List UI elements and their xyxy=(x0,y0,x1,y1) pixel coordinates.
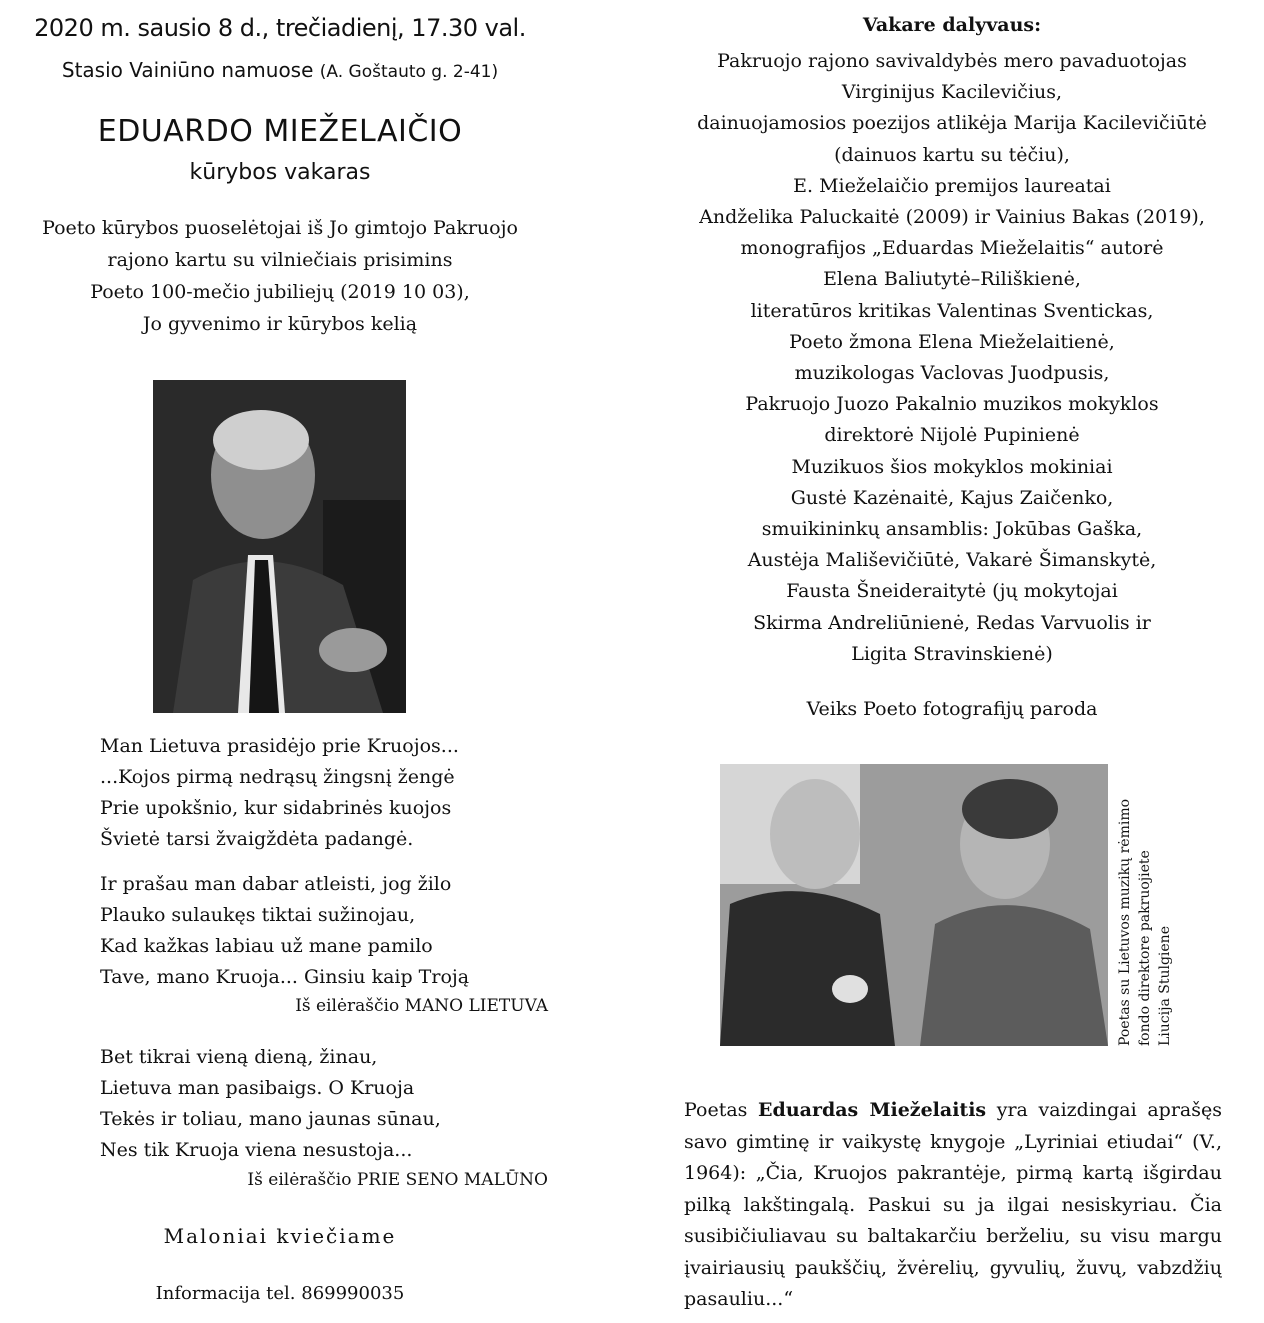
photo-caption xyxy=(1115,764,1181,1046)
poem-line: Ir prašau man dabar atleisti, jog žilo xyxy=(100,873,452,895)
poet-conversation-photo xyxy=(720,764,1108,1046)
participants-list xyxy=(640,46,1264,670)
poem-source-1: Iš eilėraščio MANO LIETUVA xyxy=(295,996,548,1016)
poem-stanza-1 xyxy=(100,731,459,855)
contact-info: Informacija tel. 869990035 xyxy=(155,1283,405,1304)
venue-name: Stasio Vainiūno namuose xyxy=(61,58,314,82)
participant-line: Skirma Andreliūnienė, Redas Varvuolis ir xyxy=(753,611,1151,634)
poet-name: Eduardas Mieželaitis xyxy=(758,1099,987,1121)
participant-line: Austėja Mališevičiūtė, Vakarė Šimanskytė, xyxy=(747,549,1157,572)
poem-line: Tave, mano Kruoja... Ginsiu kaip Troją xyxy=(100,966,470,988)
paragraph-prefix: Poetas xyxy=(684,1099,759,1121)
participant-line: Fausta Šneideraitytė (jų mokytojai xyxy=(786,580,1118,603)
participant-line: muzikologas Vaclovas Juodpusis, xyxy=(794,362,1110,385)
event-venue xyxy=(0,58,560,82)
caption-line: fondo direktore pakruojiete xyxy=(1137,850,1153,1046)
poem-line: Švietė tarsi žvaigždėta padangė. xyxy=(100,828,414,850)
participant-line: (dainuos kartu su tėčiu), xyxy=(834,143,1070,166)
participant-line: smuikininkų ansamblis: Jokūbas Gaška, xyxy=(761,518,1143,541)
poem-line: Tekės ir toliau, mano jaunas sūnau, xyxy=(100,1108,441,1130)
participant-line: direktorė Nijolė Pupinienė xyxy=(824,424,1080,447)
poem-source-2: Iš eilėraščio PRIE SENO MALŪNO xyxy=(247,1170,548,1190)
participant-line: dainuojamosios poezijos atlikėja Marija Kacilevičiūtė xyxy=(697,112,1207,135)
participant-line: Pakruojo Juozo Pakalnio muzikos mokyklos xyxy=(745,393,1159,416)
poem-stanza-2 xyxy=(100,869,469,993)
participant-line: Virginijus Kacilevičius, xyxy=(841,81,1063,104)
event-subtitle: kūrybos vakaras xyxy=(189,160,371,185)
poem-line: Prie upokšnio, kur sidabrinės kuojos xyxy=(100,797,452,819)
participant-line: Gustė Kazėnaitė, Kajus Zaičenko, xyxy=(790,486,1114,509)
poem-line: Man Lietuva prasidėjo prie Kruojos... xyxy=(100,735,459,757)
intro-line: Jo gyvenimo ir kūrybos kelią xyxy=(142,313,418,335)
participant-line: monografijos „Eduardas Mieželaitis“ autorė xyxy=(740,237,1164,260)
participant-line: literatūros kritikas Valentinas Sventickas, xyxy=(750,299,1154,322)
caption-line: Poetas su Lietuvos muzikų rėmimo xyxy=(1117,798,1133,1046)
event-title: EDUARDO MIEŽELAIČIO xyxy=(97,114,463,149)
participants-title: Vakare dalyvaus: xyxy=(862,14,1042,36)
poem-line: Bet tikrai vieną dieną, žinau, xyxy=(100,1046,378,1068)
poem-line: Kad kažkas labiau už mane pamilo xyxy=(100,935,433,957)
poet-portrait-illustration xyxy=(153,380,406,713)
poet-portrait-photo xyxy=(153,380,406,713)
poem-stanza-3 xyxy=(100,1042,441,1166)
participant-line: Ligita Stravinskienė) xyxy=(851,642,1053,665)
participant-line: E. Mieželaičio premijos laureatai xyxy=(793,174,1111,197)
poem-line: ...Kojos pirmą nedrąsų žingsnį žengė xyxy=(100,766,455,788)
intro-line: Poeto kūrybos puoselėtojai iš Jo gimtojo Pakruojo xyxy=(42,217,518,239)
conversation-illustration xyxy=(720,764,1108,1046)
participant-line: Pakruojo rajono savivaldybės mero pavaduotojas xyxy=(717,50,1187,72)
venue-address: (A. Goštauto g. 2-41) xyxy=(319,62,499,82)
intro-line: rajono kartu su vilniečiais prisimins xyxy=(107,249,453,271)
event-date-line: 2020 m. sausio 8 d., trečiadienį, 17.30 val. xyxy=(34,14,526,42)
participant-line: Andželika Paluckaitė (2009) ir Vainius Bakas (2019), xyxy=(699,206,1205,229)
exhibition-note: Veiks Poeto fotografijų paroda xyxy=(806,698,1098,720)
intro-line: Poeto 100-mečio jubiliejų (2019 10 03), xyxy=(90,281,470,303)
participant-line: Poeto žmona Elena Mieželaitienė, xyxy=(789,330,1115,353)
paragraph-text: yra vaizdingai aprašęs savo gimtinę ir vaikystę knygoje „Lyriniai etiudai“ (V., 1964): „Čia, Kruojos pakrantėje, pirmą kartą išgirdau pilką lakštingalą. Paskui su ja ilgai nesiskyriau. Čia susibičiuliavau su baltakarčiu berželiu, su visu margu įvairiausių paukščių, žvėrelių, gyvulių, žuvų, vabzdžių pasauliu...“ xyxy=(684,1099,1222,1310)
caption-line: Liucija Stulgiene xyxy=(1157,926,1173,1046)
participant-line: Elena Baliutytė–Riliškienė, xyxy=(823,268,1081,291)
invitation-text: Maloniai kviečiame xyxy=(163,1224,397,1248)
poem-line: Lietuva man pasibaigs. O Kruoja xyxy=(100,1077,415,1099)
event-intro xyxy=(0,212,560,340)
poem-line: Plauko sulaukęs tiktai sužinojau, xyxy=(100,904,416,926)
biography-paragraph xyxy=(684,1095,1222,1316)
participant-line: Muzikuos šios mokyklos mokiniai xyxy=(791,455,1113,478)
poem-line: Nes tik Kruoja viena nesustoja... xyxy=(100,1139,413,1161)
